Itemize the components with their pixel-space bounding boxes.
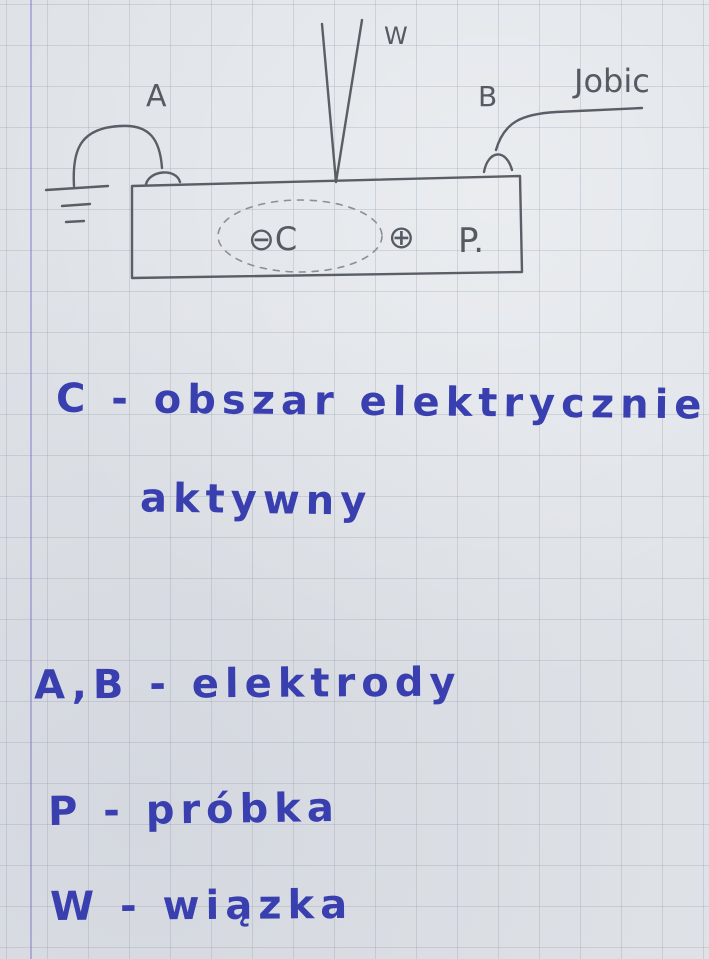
note-p-definition: P - próbka: [47, 784, 341, 836]
label-jobic: Jobic: [574, 62, 650, 100]
wire-b: [496, 108, 642, 150]
note-ab-definition: A,B - elektrody: [33, 659, 462, 709]
note-w-definition: W - wiązka: [49, 881, 354, 931]
wire-a: [74, 126, 162, 186]
label-plus: ⊕: [388, 218, 415, 256]
note-c-definition: C - obszar elektrycznie: [55, 375, 708, 429]
label-minus-c: ⊖C: [248, 220, 298, 258]
label-b: B: [478, 80, 498, 113]
active-region-outline: [218, 200, 382, 272]
label-w: W: [384, 22, 408, 50]
note-c-definition-continued: aktywny: [139, 475, 373, 525]
label-p: P.: [458, 221, 485, 261]
electrode-a: [146, 172, 180, 184]
label-a: A: [146, 79, 167, 114]
electrode-b: [484, 154, 512, 172]
ground-symbol: [46, 186, 108, 222]
beam-w: [322, 20, 362, 182]
